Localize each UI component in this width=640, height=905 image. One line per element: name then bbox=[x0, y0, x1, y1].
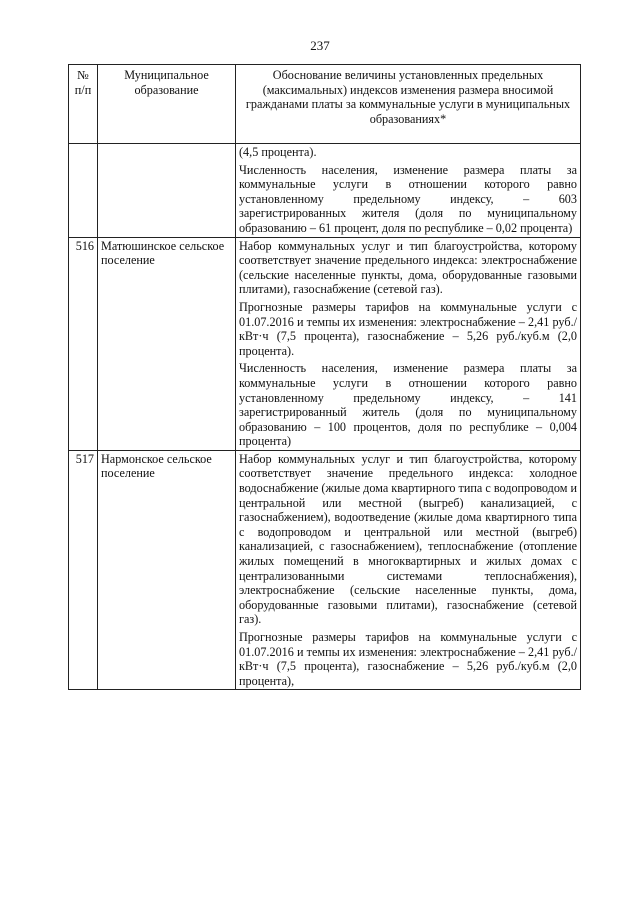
table-header-row bbox=[69, 65, 581, 144]
row-municipality: Нармонское сельское поселение bbox=[98, 450, 236, 690]
row-justification bbox=[236, 237, 581, 450]
justification-paragraph: Набор коммунальных услуг и тип благоустройства, которому соответствует значение предельного индекса: электроснабжение (сельские населенные пункты, дома, оборудованные газовыми плитами), газоснабжение (сетевой газ). bbox=[239, 238, 577, 297]
header-justification: Обоснование величины установленных предельных (максимальных) индексов изменения размера вносимой гражданами платы за коммунальные услуги в муниципальных образованиях* bbox=[236, 65, 581, 144]
justification-paragraph: Численность населения, изменение размера платы за коммунальные услуги в отношении которого равно установленному предельному индексу, – 141 зарегистрированный житель (доля по муниципальному образованию – 100 процентов, доля по республике – 0,004 процента) bbox=[239, 361, 577, 449]
table-row bbox=[69, 450, 581, 690]
justification-paragraph: Прогнозные размеры тарифов на коммунальные услуги с 01.07.2016 и темпы их изменения: электроснабжение – 2,41 руб./кВт·ч (7,5 процента), газоснабжение – 5,26 руб./куб.м (2,0 процента), bbox=[239, 630, 577, 688]
row-number: 516 bbox=[69, 237, 98, 450]
justification-paragraph: Численность населения, изменение размера платы за коммунальные услуги в отношении которого равно установленному предельному индексу, – 603 зарегистрированных жителя (доля по муниципальному образованию – 61 процент, доля по республике – 0,02 процента) bbox=[239, 162, 577, 235]
justification-paragraph: Прогнозные размеры тарифов на коммунальные услуги с 01.07.2016 и темпы их изменения: электроснабжение – 2,41 руб./кВт·ч (7,5 процента), газоснабжение – 5,26 руб./куб.м (2,0 процента). bbox=[239, 299, 577, 358]
row-justification bbox=[236, 144, 581, 238]
row-municipality: Матюшинское сельское поселение bbox=[98, 237, 236, 450]
header-number: № п/п bbox=[69, 65, 98, 144]
page-number: 237 bbox=[310, 38, 330, 53]
table-row bbox=[69, 144, 581, 238]
table-row bbox=[69, 237, 581, 450]
justification-paragraph: (4,5 процента). bbox=[239, 145, 317, 159]
row-municipality bbox=[98, 144, 236, 238]
header-municipality: Муниципальное образование bbox=[98, 65, 236, 144]
row-number: 517 bbox=[69, 450, 98, 690]
row-number bbox=[69, 144, 98, 238]
justification-paragraph: Набор коммунальных услуг и тип благоустройства, которому соответствует значение предельного индекса: холодное водоснабжение (жилые дома квартирного типа с водопроводом и центральной или местной (выгреб) канализацией, с газоснабжением), водоотведение (жилые дома квартирного типа с водопроводом и центральной или местной (выгреб) канализацией, с газоснабжением), теплоснабжение (отопление жилых помещений в многоквартирных и жилых домах с централизованными системами теплоснабжения), электроснабжение (сельские населенные пункты, дома, оборудованные газовыми плитами), газоснабжение (сетевой газ). bbox=[239, 451, 578, 627]
tariff-table bbox=[68, 64, 581, 690]
row-justification bbox=[236, 450, 581, 690]
